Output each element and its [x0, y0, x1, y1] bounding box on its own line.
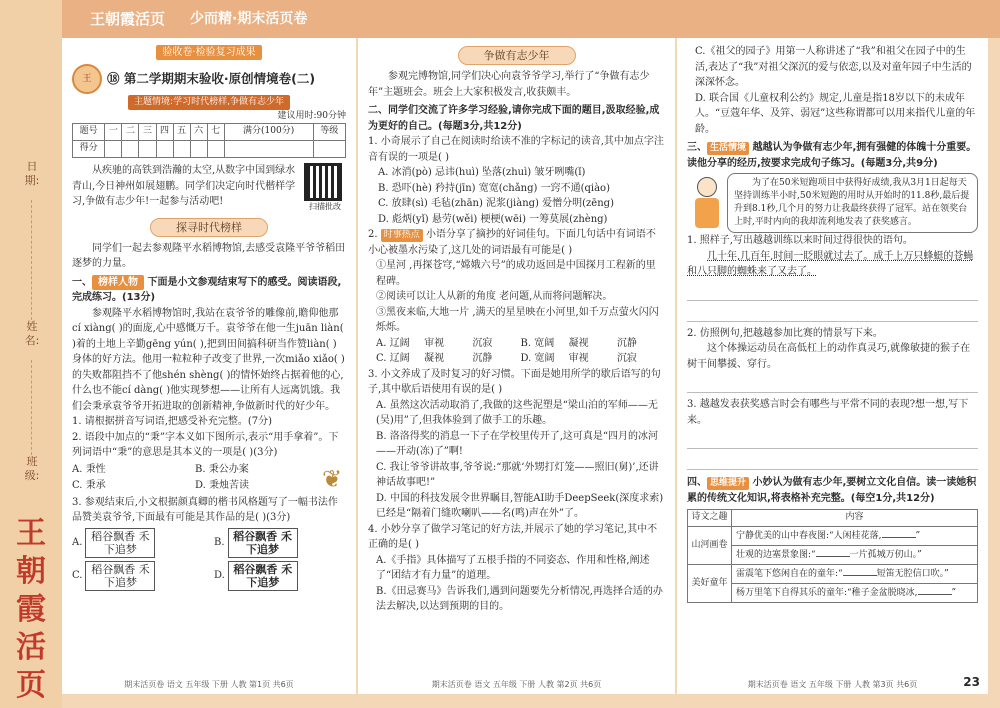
- option-cell: 审视: [424, 337, 445, 349]
- option-item: C. 秉承: [72, 479, 106, 491]
- q2-sub2: 小语分享了摘抄的好词佳句。下面几句话中有词语不小心被墨水污染了,这几处的词语最有可能是( ): [368, 229, 656, 256]
- option-cell: 沉寂: [616, 353, 637, 364]
- score-table: [72, 123, 346, 158]
- option-cell: D. 宽阔: [520, 353, 555, 364]
- calligraphy-card: 稻谷飘香 禾下追梦: [85, 528, 155, 558]
- paper-title: 第二学期期末验收·原创情境卷(二): [123, 70, 316, 86]
- q1-number: 一、: [72, 276, 92, 288]
- calligraphy-options: [72, 528, 346, 591]
- page-1: [62, 38, 356, 694]
- vertical-brand-logo: 王朝霞活页: [16, 516, 46, 703]
- binding-strip: [0, 0, 62, 708]
- q2-sub1: 1. 小奇展示了自己在阅读时给读不准的字标记的读音,其中加点字注音有误的一项是( ): [368, 136, 664, 163]
- option-cell: 沉静: [472, 353, 493, 364]
- q1-sub1: 1. 请根据拼音写词语,把感受补充完整。(7分): [72, 416, 273, 428]
- poem-line: 宁静优美的山中春夜图:“人闲桂花落,: [736, 531, 882, 542]
- row-head-childhood: 美好童年: [688, 565, 732, 603]
- score-header: 二: [122, 124, 139, 141]
- tag-badge: 验收卷·检验复习成果: [156, 45, 261, 60]
- score-header: 三: [139, 124, 156, 141]
- theme-badge: 主题情境:学习时代榜样,争做有志少年: [128, 95, 290, 110]
- answer-line[interactable]: [687, 449, 978, 470]
- score-header: 题号: [73, 124, 105, 141]
- score-header: 七: [207, 124, 224, 141]
- calligraphy-option[interactable]: B. 稻谷飘香 禾下追梦: [214, 528, 346, 558]
- name-label: 姓名:: [24, 320, 40, 347]
- score-header: 五: [173, 124, 190, 141]
- poem-line: 一片孤城万仞山。”: [849, 550, 922, 561]
- option-item: B. 秉公办案: [195, 464, 249, 476]
- time-suggest: 建议用时:90分钟: [277, 110, 346, 121]
- score-cell[interactable]: [156, 141, 173, 158]
- speech-bubble: 为了在50米短跑项目中获得好成绩,我从3月1日起每天坚持训练半小时,50米短跑的用时从开始时的11.8秒,最后提升到8.1秒,几个月的努力让我最终获得了冠军。站在领奖台上时,平时内向的我却流利地发表了获奖感言。: [727, 173, 978, 233]
- q3-sub3: 3. 越越发表获奖感言时会有哪些与平常不同的表现?想一想,写下来。: [687, 399, 969, 426]
- q2-sub1-options: [368, 165, 665, 227]
- q1-sub3: 3. 参观结束后,小文根据颜真卿的楷书风格题写了一幅书法作品赞美袁爷爷,下面最有可能是其作品的是( )(3分): [72, 496, 338, 524]
- option-item: B.《田忌赛马》告诉我们,遇到问题要先分析情况,再选择合适的办法去解决,以达到预期的目的。: [376, 585, 663, 612]
- calligraphy-card: 稻谷飘香 禾下追梦: [85, 561, 155, 591]
- page-footer-1: 期末活页卷 语文 五年级 下册 人教 第1页 共6页: [124, 679, 294, 689]
- blank-field[interactable]: [843, 566, 877, 576]
- q3-badge: 生活情境: [707, 142, 749, 155]
- boy-avatar-icon: [687, 173, 727, 233]
- q2-sub4-option-d: D. 联合国《儿童权利公约》规定,儿童是指18岁以下的未成年人。“豆蔻年华、及笄、弱冠”这些称谓都可以用来指代儿童的年龄。: [695, 92, 976, 135]
- q1-sub2: 2. 语段中加点的“秉”字本义如下图所示,表示“用手拿着”。下列词语中“秉”的意思是其本义的一项是( )(3分): [72, 431, 339, 459]
- q2-sub3-options: [368, 398, 665, 522]
- top-banner: [62, 0, 1000, 38]
- option-cell: 凝视: [568, 337, 589, 349]
- qr-code-icon[interactable]: [304, 163, 342, 201]
- answer-line[interactable]: [687, 301, 978, 322]
- option-cell: C. 辽阔: [376, 353, 410, 364]
- option-item: D. 彪炳(yǐ) 悬劳(wěi) 梗梗(wēi) 一筹莫展(zhèng): [378, 213, 608, 225]
- option-cell: 沉静: [616, 337, 637, 349]
- q1-prompt: 下面是小文参观结束写下的感受。阅读语段,完成练习。(13分): [72, 276, 342, 304]
- score-cell[interactable]: [207, 141, 224, 158]
- q4-number: 四、: [687, 477, 707, 489]
- qr-caption: 扫描批改: [309, 202, 341, 212]
- poem-line: ”: [951, 588, 957, 598]
- wheat-grain-icon: ❦: [321, 464, 343, 493]
- lead-text-2: 参观完博物馆,同学们决心向袁爷爷学习,举行了“争做有志少年”主题班会。班会上大家积极发言,收获颇丰。: [368, 71, 650, 98]
- blank-field[interactable]: [918, 585, 952, 595]
- poem-line: 雷震笔下悠闲自在的童年:“: [736, 569, 843, 580]
- page-footer-2: 期末活页卷 语文 五年级 下册 人教 第2页 共6页: [431, 679, 602, 689]
- option-item: B. 恐吓(hè) 矜持(jīn) 宽宽(chǎng) 一窍不通(qiào): [378, 182, 610, 194]
- calligraphy-option[interactable]: D. 稻谷飘香 禾下追梦: [214, 561, 346, 591]
- q4-badge: 思维提升: [707, 477, 749, 490]
- paper-number: ⑱: [107, 70, 120, 86]
- score-cell[interactable]: [122, 141, 139, 158]
- intro-text: 从疾驰的高铁到浩瀚的太空,从数字中国到绿水青山,今日神州如展翅鹏。同学们决定向时代楷样学习,争做有志少年!一起参与活动吧!: [72, 165, 296, 208]
- option-item: C. 我让爷爷讲故事,爷爷说:“那就‘外甥打灯笼——照旧(舅)’,还讲神话故事吧!”: [376, 461, 659, 488]
- q3-sub1: 1. 照样子,写出越越训练以来时间过得很快的语句。: [687, 235, 913, 247]
- page-footer-3: 期末活页卷 语文 五年级 下册 人教 第3页 共6页: [747, 679, 918, 689]
- q2-sub3: 3. 小文养成了及时复习的好习惯。下面是她用所学的歇后语写的句子,其中歇后语使用有误的是( ): [368, 368, 661, 395]
- page-3: [677, 38, 988, 694]
- q3-sub2-example: 这个体操运动员在高低杠上的动作真灵巧,就像敏捷的猴子在树干间攀援、穿行。: [687, 343, 971, 370]
- page-number: 23: [963, 675, 980, 690]
- option-cell: B. 宽阔: [520, 337, 555, 349]
- page-2: 争做有志少年 参观完博物馆,同学们决心向袁爷爷学习,举行了“争做有志少年”主题班会。班会上大家积极发言,收获颇丰。 二、同学们交流了许多学习经验,请你完成下面的题目,汲取经验,成为更好的自己。(每题3分,共12分) 1. 小奇展示了自己在阅读时给读不准的字标记的读音,其中加点字注音有误的一项是( ) A. 冰消(pò) 忌讳(huì) 坠落(zhuì) 皱牙咧嘴(ǐ) B. 恐吓(hè) 矜持(jīn) 宽宽(chǎng) 一窍不通(qiào) C. 放肆(sì) 毛毡(zhān) 泥浆(jiàng) 爱憎分明(zēng) D. 彪炳(yǐ) 悬劳(wěi) 梗梗(wēi) 一筹莫展(zhèng) 2. 时事热点 小语分享了摘抄的好词佳句。下面几句话中有词语不小心被墨水污染了,这几处的词语最有可能是( ) ①星河 ,再探苍穹,“嫦娥六号”的成功返回是中国探月工程新的里程碑。 ②阅读可以让人从新的角度 老问题,从而将问题解决。 ③黑夜来临,大地一片 ,满天的星星映在小河里,如千万点萤火闪闪烁烁。 A. 辽阔 审视 沉寂 B. 宽阔 凝视 沉静 C. 辽阔 凝视 沉静 D. 宽阔 审视 沉寂 3. 小文养成了及时复习的好习惯。下面是她用所学的歇后语写的句子,其中歇后语使用有误的是( ) A. 虽然这次活动取消了,我做的这些泥塑是“梁山泊的军师——无(吴)用”了,但我体验到了做手工的乐趣。 B. 洛洛得奖的消息一下子在学校里传开了,这可真是“四月的冰河——开动(冻)了”啊! C. 我让爷爷讲故事,爷爷说:“那就‘外甥打灯笼——照旧(舅)’,还讲神话故事吧!” D. 中国的科技发展令世界瞩目,智能AI助手DeepSeek(深度求索)已经是“隔着门缝吹喇叭——名(鸣)声在外”了。 4. 小妙分享了做学习笔记的好方法,并展示了她的学习笔记,其中不正确的是( ) A.《手指》具体描写了五根手指的不同姿态、作用和性格,阐述了“团结才有力量”的道理。 B.《田忌赛马》告诉我们,遇到问题要先分析情况,再选择合适的办法去解决,以达到预期的目的。 期末活页卷 语文 五年级 下册 人教 第2页 共6页: [358, 38, 675, 694]
- option-item: A. 虽然这次活动取消了,我做的这些泥塑是“梁山泊的军师——无(吴)用”了,但我体验到了做手工的乐趣。: [376, 399, 658, 426]
- series-title: 少而精·期末活页卷: [190, 11, 308, 27]
- q3-sub2: 2. 仿照例句,把越越参加比赛的情景写下来。: [687, 327, 883, 339]
- option-item: B. 洛洛得奖的消息一下子在学校里传开了,这可真是“四月的冰河——开动(冻)了”啊!: [376, 430, 658, 457]
- date-label: 日期:: [24, 160, 40, 187]
- score-cell[interactable]: [139, 141, 156, 158]
- option-cell: 凝视: [424, 353, 445, 364]
- poem-line: 杨万里笔下自得其乐的童年:“稚子金盆脱晓冰,: [736, 588, 918, 598]
- q2-sub4: 4. 小妙分享了做学习笔记的好方法,并展示了她的学习笔记,其中不正确的是( ): [368, 523, 658, 550]
- q1-sub2-options: [72, 462, 318, 493]
- option-item: C. 放肆(sì) 毛毡(zhān) 泥浆(jiàng) 爱憎分明(zēng): [378, 198, 614, 209]
- score-header: 等级: [313, 124, 345, 141]
- table-header: 内容: [732, 510, 978, 527]
- row-head-landscape: 山河画卷: [688, 527, 732, 565]
- score-header: 满分(100分): [224, 124, 313, 141]
- q3-number: 三、: [687, 142, 707, 153]
- score-cell[interactable]: [224, 141, 313, 158]
- calligraphy-option[interactable]: C. 稻谷飘香 禾下追梦: [72, 561, 204, 591]
- reading-passage: 参观隆平水稻博物馆时,我站在袁爷爷的雕像前,瞻仰他那cí xiàng( )的面庞,心中感慨万千。袁爷爷在他一生juān liàn( )着的土地上辛勤gēng yún( ),把到田间搞科研当作赞liàn( )身体的好方法。他用一粒粒种子改变了世界,一次miǎo xiǎo( )的失败都阻挡不了他shén shèng( )的情怀始终占据着他的心,什么也不能cí dàng( )他实现梦想——让所有人远离饥饿。我们会秉承袁爷爷开拓进取的创新精神,争做新时代的好少年。: [72, 307, 345, 412]
- poem-line: 短笛无腔信口吹。”: [876, 569, 949, 580]
- answer-line[interactable]: [687, 280, 978, 301]
- culture-table: [687, 509, 978, 603]
- option-item: A. 冰消(pò) 忌讳(huì) 坠落(zhuì) 皱牙咧嘴(ǐ): [378, 167, 586, 178]
- q2-number: 二、: [368, 105, 388, 116]
- calligraphy-card: 稻谷飘香 禾下追梦: [228, 561, 298, 591]
- option-item: D. 秉烛苦读: [195, 479, 250, 491]
- option-cell: 审视: [568, 353, 589, 364]
- q4-prompt: 小妙认为做有志少年,要树立文化自信。读一读她积累的传统文化知识,将表格补充完整。(每空1分,共12分): [687, 477, 977, 504]
- q1-badge: 榜样人物: [92, 275, 144, 290]
- section-banner-1: 探寻时代榜样: [150, 218, 268, 237]
- score-cell[interactable]: [190, 141, 207, 158]
- sentence-item: ②阅读可以让人从新的角度 老问题,从而将问题解决。: [376, 291, 613, 302]
- option-item: A. 秉性: [72, 464, 106, 476]
- q2-sub2-badge: 时事热点: [381, 229, 423, 242]
- name-line: [31, 360, 32, 455]
- option-cell: A. 辽阔: [376, 337, 410, 349]
- option-item: D. 中国的科技发展令世界瞩目,智能AI助手DeepSeek(深度求索)已经是“隔着门缝吹喇叭——名(鸣)声在外”了。: [376, 492, 664, 519]
- logo-seal-icon: 王: [72, 64, 102, 94]
- q2-sub4-options: [368, 553, 665, 615]
- q2-sub2-sentences: [368, 258, 665, 336]
- score-cell[interactable]: [173, 141, 190, 158]
- date-line: [31, 200, 32, 320]
- table-header: 诗文之趣: [688, 510, 732, 527]
- sentence-item: ①星河 ,再探苍穹,“嫦娥六号”的成功返回是中国探月工程新的里程碑。: [376, 260, 656, 287]
- score-header: 一: [105, 124, 122, 141]
- calligraphy-card: 稻谷飘香 禾下追梦: [228, 528, 298, 558]
- q2-prompt: 同学们交流了许多学习经验,请你完成下面的题目,汲取经验,成为更好的自己。(每题3分,共12分): [368, 105, 660, 132]
- sentence-item: ③黑夜来临,大地一片 ,满天的星星映在小河里,如千万点萤火闪闪烁烁。: [376, 306, 659, 333]
- option-cell: 沉寂: [472, 337, 493, 349]
- lead-text: 同学们一起去参观隆平水稻博物馆,去感受袁隆平爷爷稻田逐梦的力量。: [72, 242, 346, 270]
- score-header: 六: [190, 124, 207, 141]
- q2-sub2-options: [368, 336, 665, 367]
- brand-logo: 王朝霞活页: [90, 10, 166, 28]
- q2-sub4-option-c: C.《祖父的园子》用第一人称讲述了“我”和祖父在园子中的生活,表达了“我”对祖父深沉的爱与依恋,以及对童年园子中生活的深深怀念。: [695, 46, 972, 88]
- section-banner-2: 争做有志少年: [458, 46, 576, 65]
- blank-field[interactable]: [816, 547, 850, 557]
- poem-line: ”: [915, 531, 921, 542]
- score-row-label: 得分: [73, 141, 105, 158]
- q3-prompt: 越越认为争做有志少年,拥有强健的体魄十分重要。读他分享的经历,按要求完成句子练习。(每题3分,共9分): [687, 142, 977, 169]
- option-item: A.《手指》具体描写了五根手指的不同姿态、作用和性格,阐述了“团结才有力量”的道理。: [376, 554, 650, 581]
- q3-sub1-example: 几十年,几百年,时间一眨眼就过去了。成千上万只蜂蜓的苍蝇和八只脚的蜘蛛来了又去了。: [687, 250, 974, 278]
- blank-field[interactable]: [882, 528, 916, 538]
- class-label: 班级:: [24, 455, 40, 482]
- score-cell[interactable]: [313, 141, 345, 158]
- poem-line: 壮观的边塞景象图:“: [736, 550, 816, 561]
- answer-line[interactable]: [687, 428, 978, 449]
- answer-line[interactable]: [687, 372, 978, 393]
- score-header: 四: [156, 124, 173, 141]
- score-cell[interactable]: [105, 141, 122, 158]
- calligraphy-option[interactable]: A. 稻谷飘香 禾下追梦: [72, 528, 204, 558]
